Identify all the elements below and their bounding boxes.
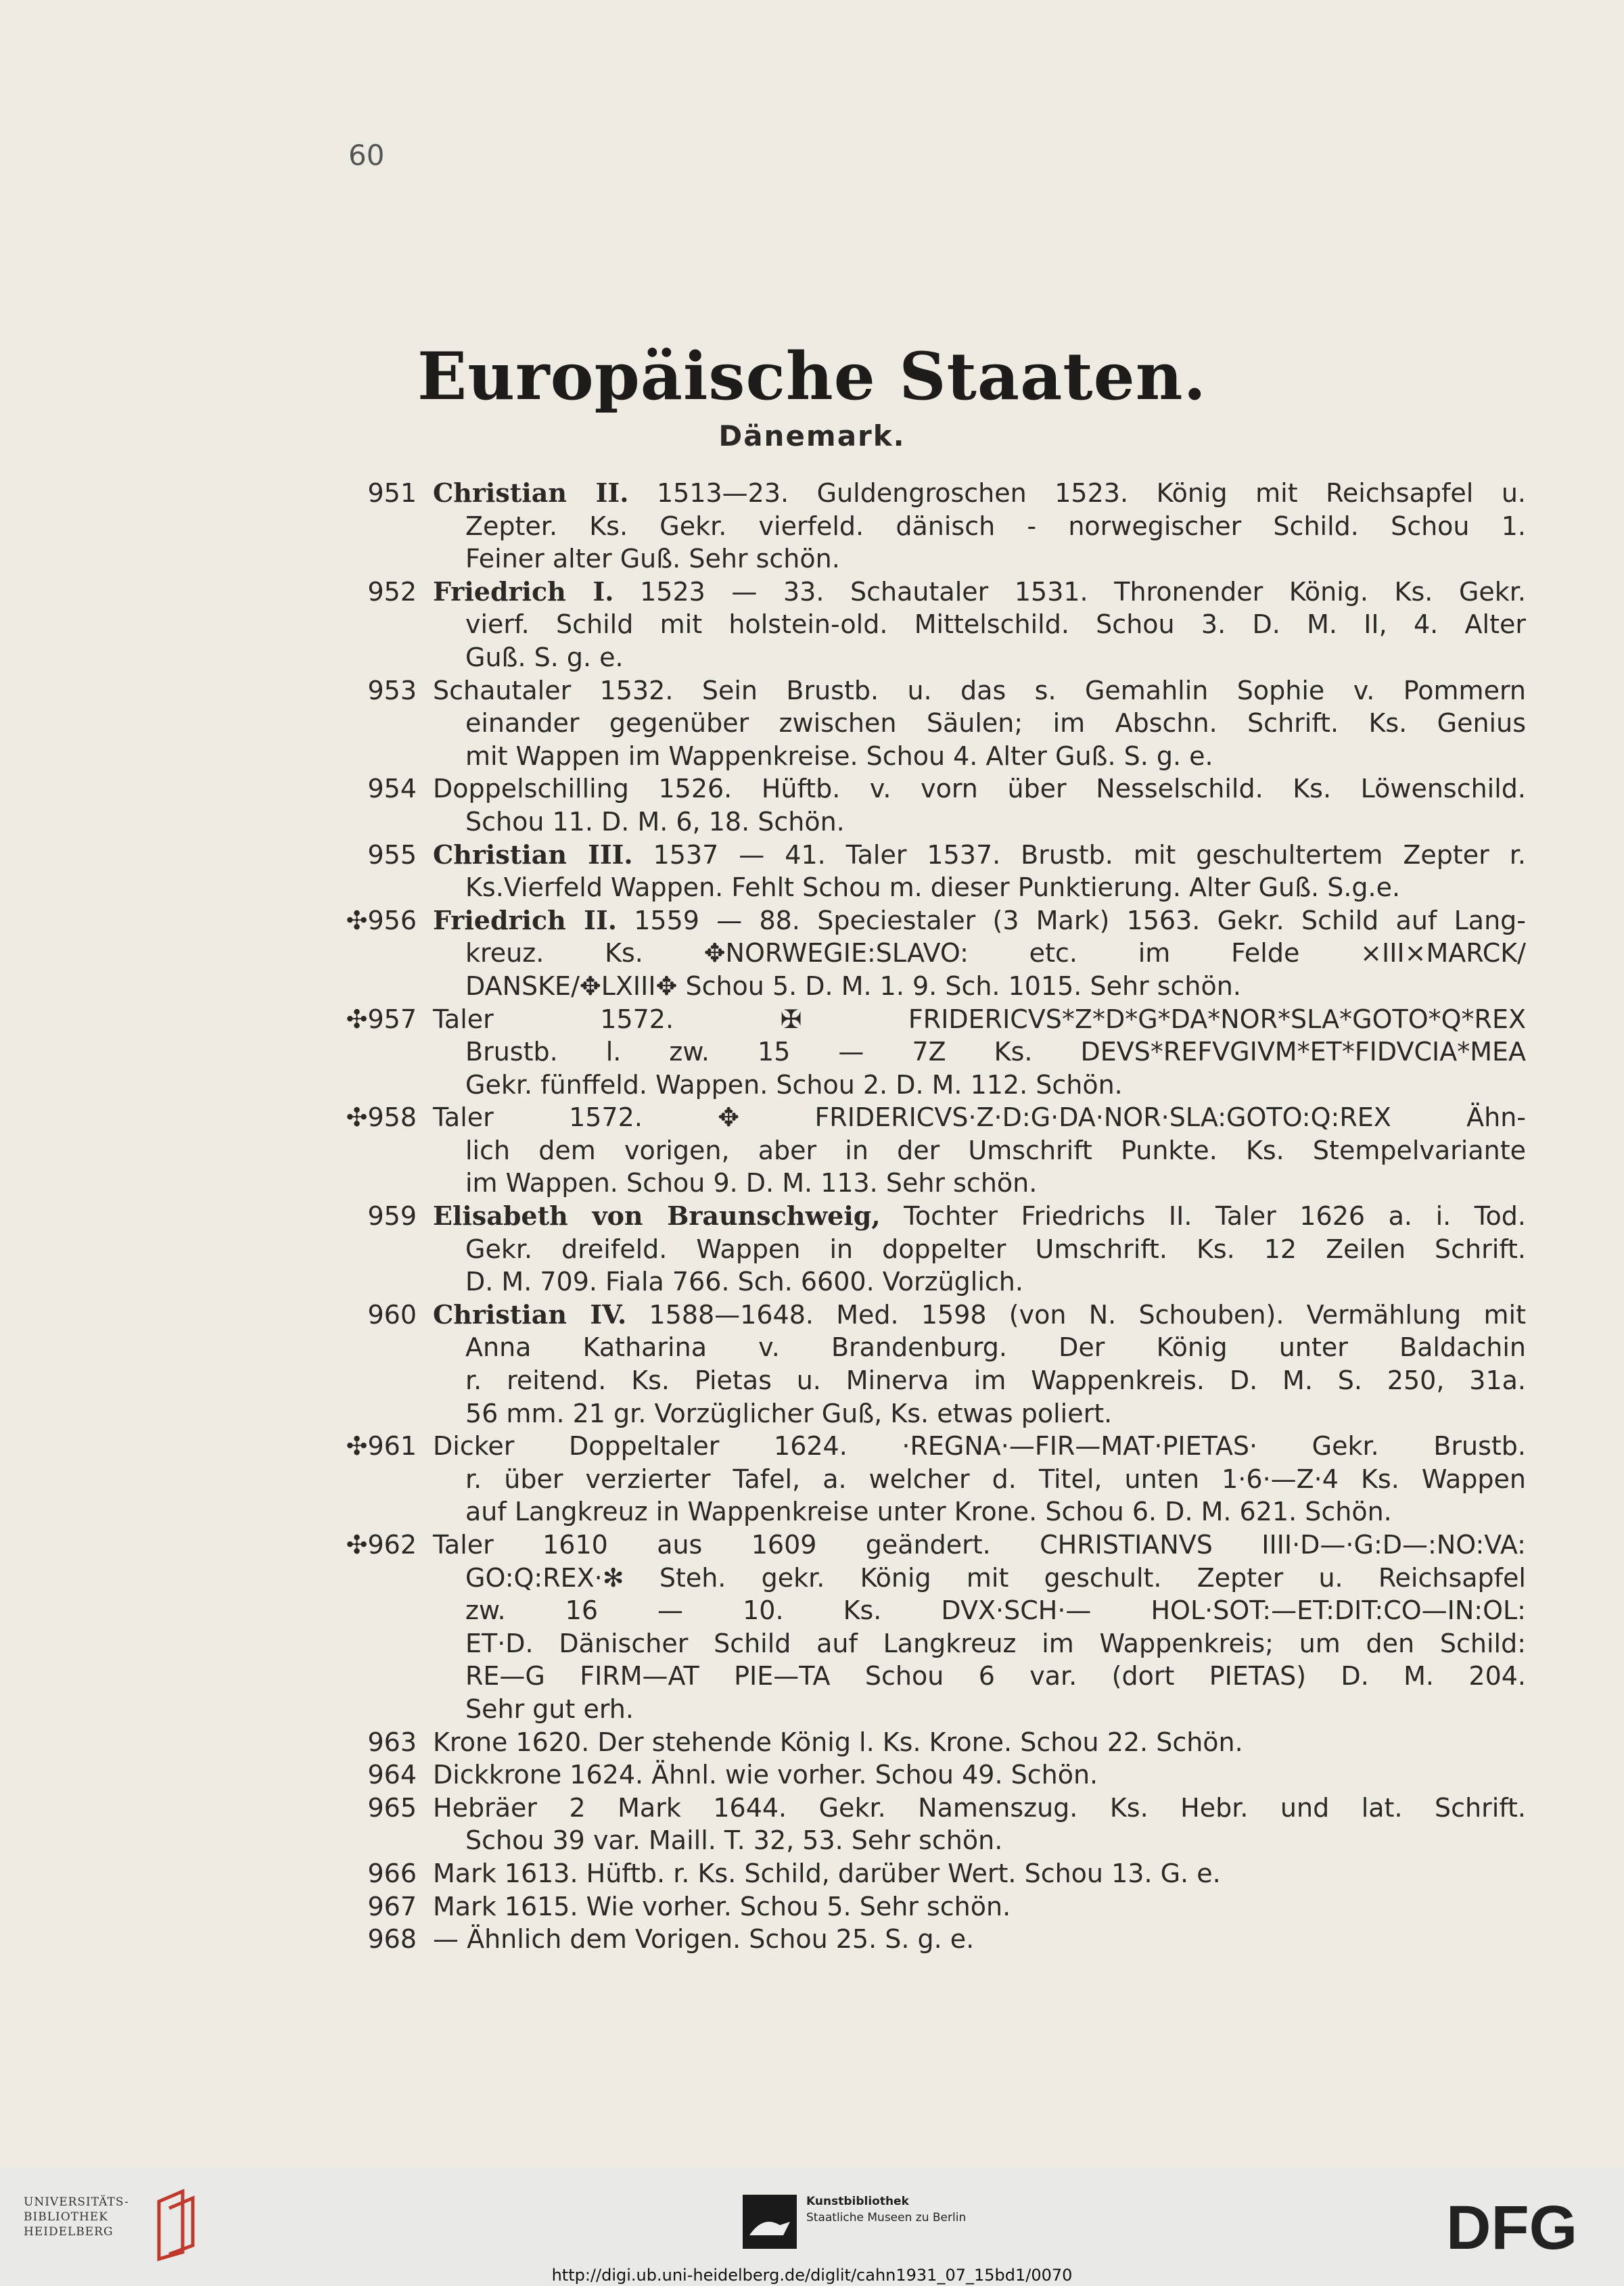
entry-number: 960 xyxy=(367,1299,417,1330)
entry-line xyxy=(0,937,1624,970)
catalog-entry xyxy=(0,772,1624,838)
dfg-logo-text: DFG xyxy=(1446,2196,1578,2257)
entry-number: 954 xyxy=(367,774,417,804)
entry-line xyxy=(0,707,1624,740)
entry-line xyxy=(0,1364,1624,1397)
kunstbibliothek-text xyxy=(806,2193,966,2226)
entry-number: 965 xyxy=(367,1792,417,1823)
dfg-logo-icon xyxy=(1446,2196,1602,2257)
entry-line xyxy=(0,1233,1624,1266)
catalog-entry xyxy=(0,1003,1624,1102)
footer-bar xyxy=(0,2168,1624,2286)
catalog-entry xyxy=(0,1529,1624,1726)
entry-line xyxy=(0,772,1624,806)
catalog-entry xyxy=(0,1758,1624,1792)
entry-number: ✣962 xyxy=(346,1530,417,1560)
entry-number: ✣961 xyxy=(346,1431,417,1462)
entry-text: Anna Katharina v. Brandenburg. Der König unter Baldachin xyxy=(465,1332,1526,1363)
ub-line-1: UNIVERSITÄTS- xyxy=(24,2195,129,2209)
entry-text: DANSKE/✥LXIII✥ Schou 5. D. M. 1. 9. Sch. 1015. Sehr schön. xyxy=(465,971,1241,1001)
entry-line xyxy=(0,608,1624,641)
entry-line xyxy=(0,1265,1624,1299)
entry-text: GO:Q:REX·✻ Steh. gekr. König mit geschult. Zepter u. Reichsapfel xyxy=(465,1562,1526,1593)
ruler-name: Christian IV. xyxy=(433,1299,627,1330)
catalog-entry xyxy=(0,1792,1624,1857)
entry-line xyxy=(0,1857,1624,1890)
catalog-entry xyxy=(0,839,1624,904)
entry-number: 968 xyxy=(367,1924,417,1955)
entry-line xyxy=(0,1430,1624,1463)
entry-text: RE—G FIRM—AT PIE—TA Schou 6 var. (dort PIETAS) D. M. 204. xyxy=(465,1661,1526,1692)
entry-line xyxy=(0,510,1624,543)
entry-text: Gekr. fünffeld. Wappen. Schou 2. D. M. 112. Schön. xyxy=(465,1069,1123,1100)
entry-text: Feiner alter Guß. Sehr schön. xyxy=(465,544,840,574)
entry-line xyxy=(0,1101,1624,1134)
catalog-entry xyxy=(0,1101,1624,1200)
entry-line xyxy=(0,1167,1624,1200)
entry-line xyxy=(0,1693,1624,1726)
entry-line xyxy=(0,1758,1624,1792)
entry-text: Taler 1610 aus 1609 geändert. CHRISTIANVS IIII·D—·G:D—:NO:VA: xyxy=(433,1530,1526,1560)
page-title: Europäische Staaten. xyxy=(417,338,1207,415)
entry-line xyxy=(0,806,1624,839)
entry-line xyxy=(0,1594,1624,1627)
entry-number: ✣957 xyxy=(346,1004,417,1034)
entry-number: 964 xyxy=(367,1760,417,1790)
entry-text: Dickkrone 1624. Ähnl. wie vorher. Schou 49. Schön. xyxy=(433,1760,1098,1790)
entry-text: Schautaler 1532. Sein Brustb. u. das s. Gemahlin Sophie v. Pommern xyxy=(433,675,1526,705)
catalog-entry xyxy=(0,1857,1624,1890)
entry-number: 952 xyxy=(367,576,417,607)
catalog-entry xyxy=(0,1299,1624,1430)
entry-number: ✣956 xyxy=(346,905,417,935)
entry-text: Christian IV. 1588—1648. Med. 1598 (von N. Schouben). Vermählung mit xyxy=(433,1299,1526,1330)
entry-line xyxy=(0,970,1624,1003)
catalog-entry xyxy=(0,576,1624,674)
ruler-name: Friedrich I. xyxy=(433,576,614,607)
entry-number: 955 xyxy=(367,839,417,870)
entry-line xyxy=(0,1529,1624,1562)
entry-line xyxy=(0,1660,1624,1693)
entry-line xyxy=(0,1824,1624,1857)
entry-line xyxy=(0,1890,1624,1923)
entry-line xyxy=(0,1397,1624,1430)
entry-number: 953 xyxy=(367,675,417,705)
entry-text: Ks.Vierfeld Wappen. Fehlt Schou m. dieser Punktierung. Alter Guß. S.g.e. xyxy=(465,872,1401,903)
entry-line xyxy=(0,1134,1624,1167)
entry-line xyxy=(0,871,1624,904)
entry-text: Elisabeth von Braunschweig, Tochter Friedrichs II. Taler 1626 a. i. Tod. xyxy=(433,1200,1526,1232)
entry-text: Christian II. 1513—23. Guldengroschen 1523. König mit Reichsapfel u. xyxy=(433,477,1526,508)
entry-line xyxy=(0,740,1624,773)
entry-line xyxy=(0,477,1624,510)
entry-text: Christian III. 1537 — 41. Taler 1537. Brustb. mit geschultertem Zepter r. xyxy=(433,839,1526,870)
entry-text: im Wappen. Schou 9. D. M. 113. Sehr schön. xyxy=(465,1168,1038,1198)
kb-title: Kunstbibliothek xyxy=(806,2195,909,2208)
entry-text: zw. 16 — 10. Ks. DVX·SCH·— HOL·SOT:—ET:DIT:CO—IN:OL: xyxy=(465,1595,1526,1626)
entry-text: r. reitend. Ks. Pietas u. Minerva im Wappenkreis. D. M. S. 250, 31a. xyxy=(465,1366,1526,1396)
ruler-name: Christian II. xyxy=(433,477,629,508)
entry-text: Zepter. Ks. Gekr. vierfeld. dänisch - norwegischer Schild. Schou 1. xyxy=(465,511,1526,541)
catalog-entry xyxy=(0,904,1624,1003)
entry-text: vierf. Schild mit holstein-old. Mittelschild. Schou 3. D. M. II, 4. Alter xyxy=(465,609,1526,640)
catalog-entries xyxy=(0,477,1624,1956)
entry-text: Brustb. l. zw. 15 — 7Z Ks. DEVS*REFVGIVM*ET*FIDVCIA*MEA xyxy=(465,1037,1526,1067)
entry-text: Mark 1613. Hüftb. r. Ks. Schild, darüber Wert. Schou 13. G. e. xyxy=(433,1858,1221,1888)
page-number: 60 xyxy=(348,139,385,172)
entry-number: 966 xyxy=(367,1858,417,1888)
entry-text: Taler 1572. ✠ FRIDERICVS*Z*D*G*DA*NOR*SLA*GOTO*Q*REX xyxy=(433,1004,1526,1034)
entry-line xyxy=(0,1200,1624,1233)
entry-text: einander gegenüber zwischen Säulen; im Abschn. Schrift. Ks. Genius xyxy=(465,708,1526,739)
entry-number: 959 xyxy=(367,1201,417,1232)
entry-line xyxy=(0,1923,1624,1956)
entry-text: Dicker Doppeltaler 1624. ·REGNA·—FIR—MAT·PIETAS· Gekr. Brustb. xyxy=(433,1431,1526,1462)
catalog-entry xyxy=(0,1923,1624,1956)
entry-number: ✣958 xyxy=(346,1102,417,1133)
ub-heidelberg-logo-icon xyxy=(152,2188,200,2262)
section-subtitle: Dänemark. xyxy=(718,419,906,452)
entry-text: Friedrich I. 1523 — 33. Schautaler 1531. Thronender König. Ks. Gekr. xyxy=(433,576,1526,607)
entry-text: Doppelschilling 1526. Hüftb. v. vorn über Nesselschild. Ks. Löwenschild. xyxy=(433,774,1526,804)
entry-line xyxy=(0,1299,1624,1332)
ub-heidelberg-text xyxy=(24,2195,129,2239)
entry-text: mit Wappen im Wappenkreise. Schou 4. Alter Guß. S. g. e. xyxy=(465,741,1213,771)
entry-line xyxy=(0,1069,1624,1102)
entry-line xyxy=(0,1035,1624,1069)
entry-text: Taler 1572. ✥ FRIDERICVS·Z·D:G·DA·NOR·SLA:GOTO:Q:REX Ähn- xyxy=(433,1102,1526,1133)
entry-line xyxy=(0,576,1624,609)
entry-text: Sehr gut erh. xyxy=(465,1694,634,1724)
entry-text: Schou 11. D. M. 6, 18. Schön. xyxy=(465,806,845,837)
entry-text: Gekr. dreifeld. Wappen in doppelter Umschrift. Ks. 12 Zeilen Schrift. xyxy=(465,1234,1526,1264)
ruler-name: Friedrich II. xyxy=(433,904,617,935)
catalog-entry xyxy=(0,674,1624,773)
entry-text: Mark 1615. Wie vorher. Schou 5. Sehr schön. xyxy=(433,1891,1011,1921)
entry-line xyxy=(0,1003,1624,1036)
entry-text: kreuz. Ks. ✥NORWEGIE:SLAVO: etc. im Felde ×III×MARCK/ xyxy=(465,938,1526,969)
entry-text: 56 mm. 21 gr. Vorzüglicher Guß, Ks. etwas poliert. xyxy=(465,1398,1113,1428)
entry-text: r. über verzierter Tafel, a. welcher d. Titel, unten 1·6·—Z·4 Ks. Wappen xyxy=(465,1464,1526,1494)
catalog-entry xyxy=(0,477,1624,576)
ub-line-3: HEIDELBERG xyxy=(24,2225,114,2239)
entry-text: Schou 39 var. Maill. T. 32, 53. Sehr schön. xyxy=(465,1825,1003,1856)
entry-line xyxy=(0,1331,1624,1364)
ruler-name: Christian III. xyxy=(433,839,633,870)
entry-line xyxy=(0,1463,1624,1496)
source-url[interactable]: http://digi.ub.uni-heidelberg.de/diglit/cahn1931_07_15bd1/0070 xyxy=(551,2266,1073,2285)
entry-line xyxy=(0,839,1624,872)
kunstbibliothek-logo-icon xyxy=(743,2195,797,2249)
catalog-entry xyxy=(0,1200,1624,1299)
entry-line xyxy=(0,1792,1624,1825)
entry-text: D. M. 709. Fiala 766. Sch. 6600. Vorzüglich. xyxy=(465,1267,1023,1297)
entry-number: 963 xyxy=(367,1727,417,1757)
entry-text: Friedrich II. 1559 — 88. Speciestaler (3 Mark) 1563. Gekr. Schild auf Lang- xyxy=(433,904,1526,935)
entry-line xyxy=(0,1627,1624,1660)
entry-text: lich dem vorigen, aber in der Umschrift Punkte. Ks. Stempelvariante xyxy=(465,1135,1526,1165)
entry-text: ET·D. Dänischer Schild auf Langkreuz im Wappenkreis; um den Schild: xyxy=(465,1628,1526,1658)
entry-line xyxy=(0,1562,1624,1595)
catalog-entry xyxy=(0,1726,1624,1759)
entry-text: Hebräer 2 Mark 1644. Gekr. Namenszug. Ks. Hebr. und lat. Schrift. xyxy=(433,1792,1526,1823)
entry-line xyxy=(0,1726,1624,1759)
entry-text: Guß. S. g. e. xyxy=(465,642,624,672)
entry-number: 951 xyxy=(367,478,417,508)
entry-line xyxy=(0,904,1624,937)
entry-line xyxy=(0,641,1624,674)
entry-line xyxy=(0,674,1624,707)
ub-line-2: BIBLIOTHEK xyxy=(24,2210,108,2224)
entry-line xyxy=(0,1495,1624,1529)
catalog-entry xyxy=(0,1890,1624,1923)
entry-text: Krone 1620. Der stehende König l. Ks. Krone. Schou 22. Schön. xyxy=(433,1727,1243,1757)
entry-line xyxy=(0,542,1624,576)
entry-text: — Ähnlich dem Vorigen. Schou 25. S. g. e. xyxy=(433,1924,975,1955)
catalog-entry xyxy=(0,1430,1624,1529)
entry-number: 967 xyxy=(367,1891,417,1921)
kb-subtitle: Staatliche Museen zu Berlin xyxy=(806,2211,967,2224)
ruler-name: Elisabeth von Braunschweig, xyxy=(433,1200,881,1232)
entry-text: auf Langkreuz in Wappenkreise unter Krone. Schou 6. D. M. 621. Schön. xyxy=(465,1497,1392,1527)
